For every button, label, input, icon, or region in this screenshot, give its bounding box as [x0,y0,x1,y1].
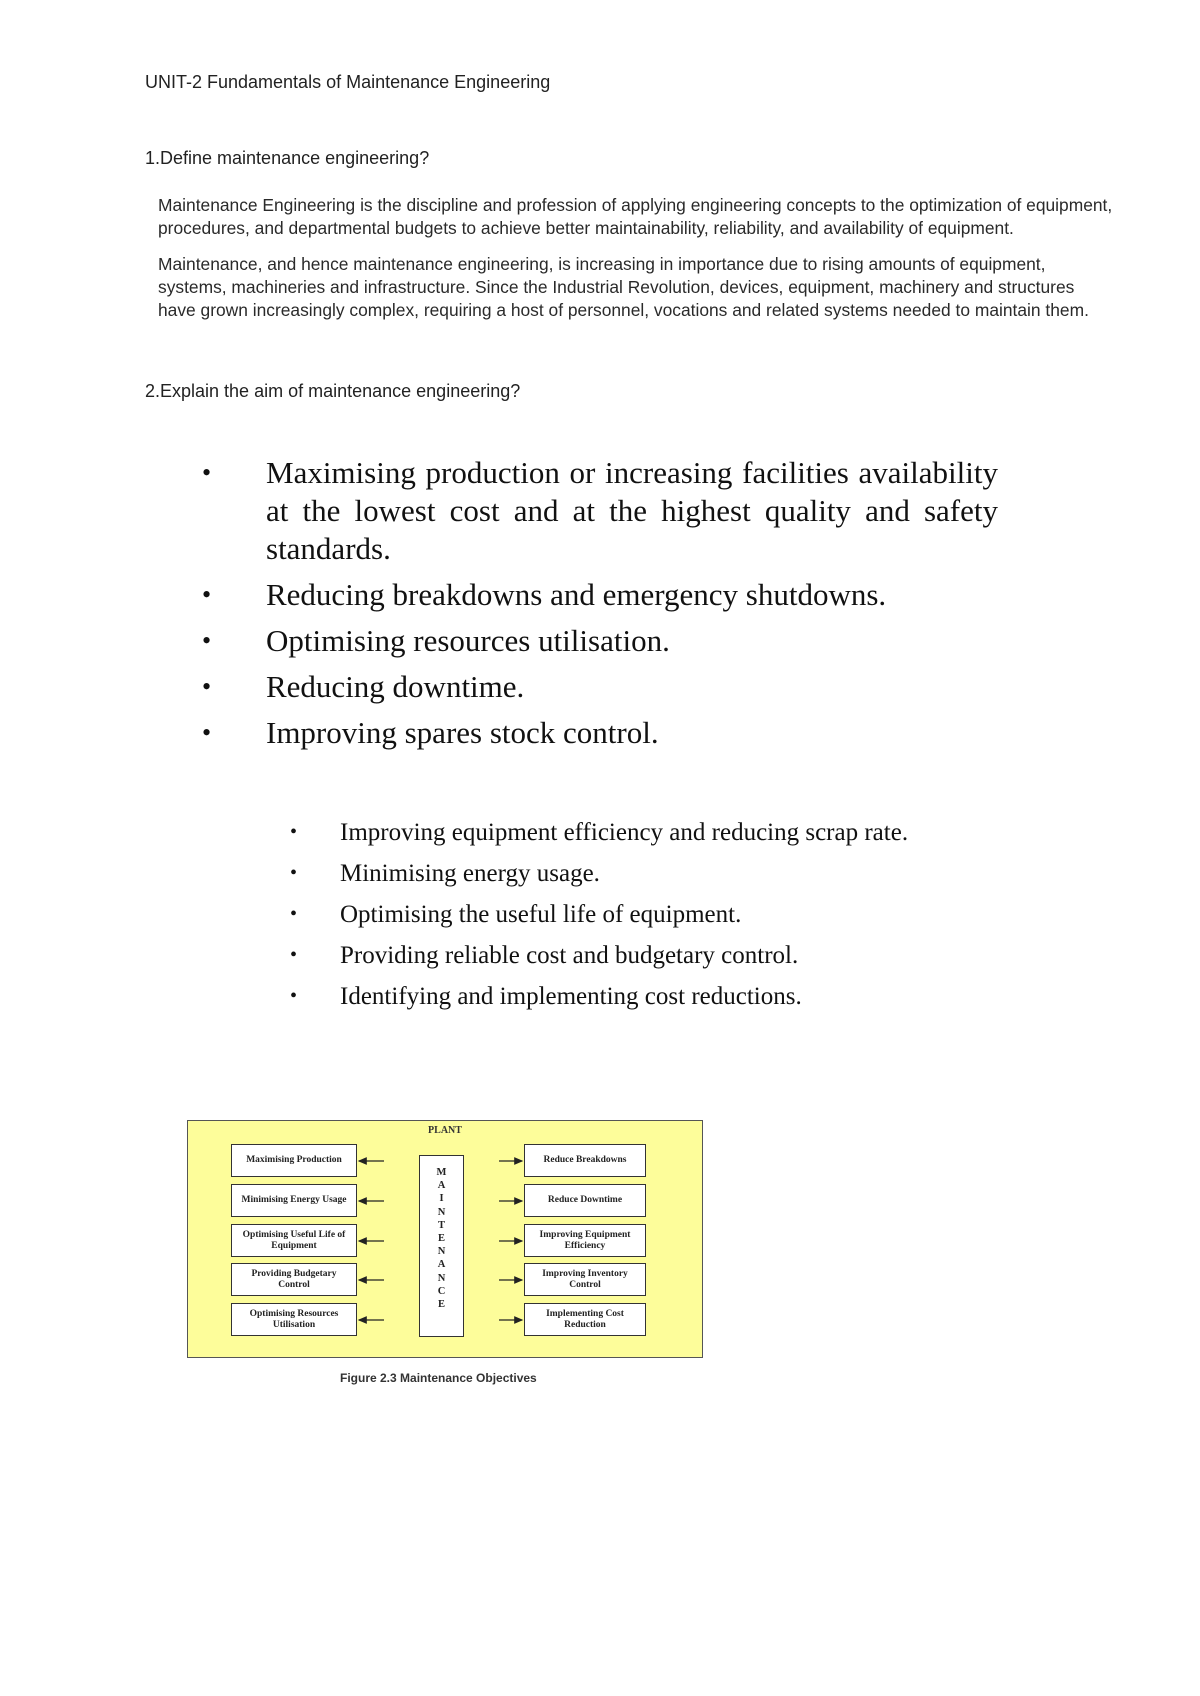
center-letter: N [437,1206,446,1218]
definition-line: systems, machineries and infrastructure. Since the Industrial Revolution, devices, equipment, machinery and structures [158,277,1075,297]
definition-line: procedures, and departmental budgets to achieve better maintainability, reliability, and availability of equipment. [158,218,1014,238]
maintenance-objectives-diagram [187,1120,703,1358]
aim-item: • Optimising resources utilisation. [198,622,998,660]
definition-line: have grown increasingly complex, requiring a host of personnel, vocations and related systems needed to maintain them. [158,300,1089,320]
definition-line: Maintenance, and hence maintenance engineering, is increasing in importance due to rising amounts of equipment, [158,254,1046,274]
objective-box-left: Minimising Energy Usage [231,1184,357,1217]
aims-list-small [286,816,946,1021]
center-letter: A [437,1259,446,1271]
aim-item: • Maximising production or increasing facilities availability at the lowest cost and at the highest quality and safety standards. [198,454,998,568]
diagram-title: PLANT [428,1125,462,1136]
center-letter: C [437,1285,446,1297]
objective-box-right: Implementing Cost Reduction [524,1303,646,1336]
objective-box-right: Reduce Breakdowns [524,1144,646,1177]
objective-box-left: Optimising Useful Life of Equipment [231,1224,357,1257]
center-letter: A [437,1180,446,1192]
objective-box-left: Optimising Resources Utilisation [231,1303,357,1336]
center-letter: T [437,1219,445,1231]
center-letter: M [436,1167,447,1178]
question-1: 1.Define maintenance engineering? [145,148,430,168]
aims-list-large [198,454,998,760]
center-letter: E [437,1233,445,1245]
definition-paragraph-2 [158,253,1138,322]
aim-item: • Reducing downtime. [198,668,998,706]
center-letter: E [437,1299,445,1311]
objective-box-right: Reduce Downtime [524,1184,646,1217]
maintenance-center-box [419,1155,464,1337]
aim-item: • Improving equipment efficiency and reducing scrap rate. [286,816,946,849]
maintenance-vertical-text [420,1166,463,1311]
objective-box-right: Improving Equipment Efficiency [524,1224,646,1257]
aim-item: • Identifying and implementing cost reductions. [286,980,946,1013]
aim-item: • Optimising the useful life of equipment. [286,898,946,931]
center-letter: N [437,1272,446,1284]
figure-caption: Figure 2.3 Maintenance Objectives [340,1371,537,1385]
objective-box-right: Improving Inventory Control [524,1263,646,1296]
definition-paragraph-1 [158,194,1138,240]
aim-item: • Minimising energy usage. [286,857,946,890]
aim-item: • Improving spares stock control. [198,714,998,752]
aim-item: • Reducing breakdowns and emergency shutdowns. [198,576,998,614]
center-letter: N [437,1246,446,1258]
definition-line: Maintenance Engineering is the discipline and profession of applying engineering concepts to the optimization of equipment, [158,195,1113,215]
question-2: 2.Explain the aim of maintenance engineering? [145,381,521,401]
objective-box-left: Maximising Production [231,1144,357,1177]
aim-item: • Providing reliable cost and budgetary control. [286,939,946,972]
center-letter: I [439,1193,444,1205]
unit-title: UNIT-2 Fundamentals of Maintenance Engineering [145,72,551,92]
objective-box-left: Providing Budgetary Control [231,1263,357,1296]
